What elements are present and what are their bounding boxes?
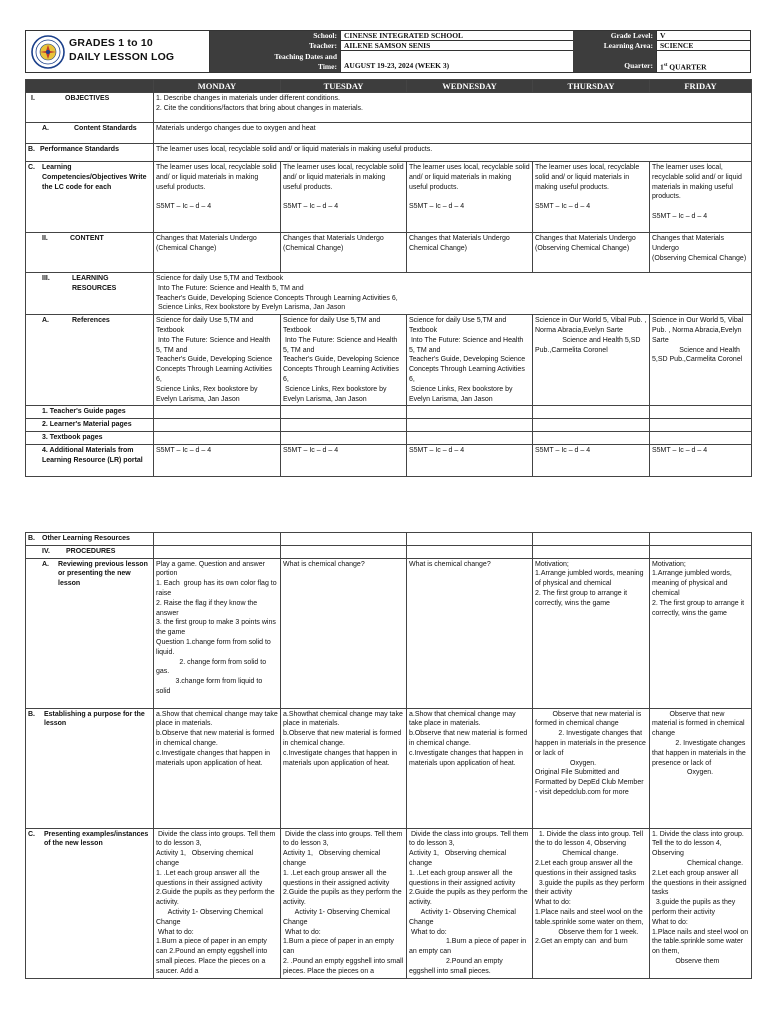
procedures-title: PROCEDURES [66, 547, 116, 555]
competency-monday: The learner uses local, recyclable solid and/ or liquid materials in making useful products. S5MT – Ic – d – 4 [154, 162, 281, 233]
learning-resources-text: Science for daily Use 5,TM and Textbook Into The Future: Science and Health 5, TM and Teacher's Guide, Developing Science Concepts Through Learning Activities 6, Science Links, Rex bookstore by Evelyn Larisma, Jan Jason [154, 273, 752, 315]
references-thursday: Science in Our World 5, Vibal Pub. , Norma Abracia,Evelyn Sarte Science and Health 5,SD Pub.,Carmelita Coronel [533, 315, 650, 406]
procedures-wednesday [407, 545, 533, 558]
day-thursday: THURSDAY [533, 80, 650, 93]
purpose-num: B. [28, 710, 35, 718]
learning-area-label: Learning Area: [573, 41, 656, 51]
header-title-line2: DAILY LESSON LOG [69, 51, 175, 63]
additional-materials-label: 4. Additional Materials from Learning Resource (LR) portal [26, 444, 154, 476]
learning-resources-row [26, 273, 752, 315]
reviewing-friday: Motivation; 1.Arrange jumbled words, meaning of physical and chemical 2. The first group to arrange it correctly, wins the game [650, 558, 752, 708]
procedures-num: IV. [42, 547, 50, 555]
additional-tuesday: S5MT – Ic – d – 4 [281, 444, 407, 476]
other-resources-row [26, 533, 752, 546]
additional-wednesday: S5MT – Ic – d – 4 [407, 444, 533, 476]
purpose-tuesday: a.Showthat chemical change may take place in materials. b.Observe that new material is formed in chemical change. c.Investigate changes that happen in materials upon application of heat. [281, 708, 407, 828]
purpose-thursday: Observe that new material is formed in chemical change 2. Investigate changes that happen in materials in the presence or lack of Oxygen. Original File Submitted and Formatted by DepEd Club Member - visit depedclub.com for more [533, 708, 650, 828]
references-tuesday: Science for daily Use 5,TM and Textbook Into The Future: Science and Health 5, TM and Teacher's Guide, Developing Science Concepts Through Learning Activities 6, Science Links, Rex bookstore by Evelyn Larisma, Jan Jason [281, 315, 407, 406]
teachers-guide-friday [650, 406, 752, 419]
dates-label [210, 51, 340, 72]
procedures-monday [154, 545, 281, 558]
other-resources-num: B. [28, 535, 35, 542]
objectives-title: OBJECTIVES [65, 95, 110, 102]
content-standards-row [26, 123, 752, 144]
objectives-label [26, 93, 154, 123]
presenting-num: C. [28, 830, 35, 838]
reviewing-thursday: Motivation; 1.Arrange jumbled words, meaning of physical and chemical 2. The first group to arrange it correctly, wins the game [533, 558, 650, 708]
reviewing-label-wrap [28, 560, 151, 589]
presenting-label [26, 828, 154, 978]
teachers-guide-wednesday [407, 406, 533, 419]
day-friday: FRIDAY [650, 80, 752, 93]
procedures-thursday [533, 545, 650, 558]
references-num: A. [42, 317, 49, 325]
lesson-log-table-top [25, 79, 752, 477]
competencies-label-wrap [28, 163, 151, 192]
procedures-friday [650, 545, 752, 558]
textbook-monday [154, 431, 281, 444]
grade-level-label: Grade Level: [573, 31, 656, 41]
school-value: CINENSE INTEGRATED SCHOOL [340, 31, 573, 41]
references-label [26, 315, 154, 406]
purpose-label [26, 708, 154, 828]
learners-material-thursday [533, 419, 650, 432]
learners-material-tuesday [281, 419, 407, 432]
other-resources-monday [154, 533, 281, 546]
content-thursday: Changes that Materials Undergo (Observing Chemical Change) [533, 233, 650, 273]
competency-friday: The learner uses local, recyclable solid and/ or liquid materials in making useful products. S5MT – Ic – d – 4 [650, 162, 752, 233]
other-resources-thursday [533, 533, 650, 546]
presenting-monday: Divide the class into groups. Tell them to do lesson 3, Activity 1, Observing chemical change 1. .Let each group answer all the questions in their assigned activity 2.Guide the pupils as they perform the activity. Activity 1- Observing Chemical Change What to do: 1.Burn a piece of paper in an empty can 2.Pound an empty eggshell into small pieces. Place the pieces on a saucer. Add a [154, 828, 281, 978]
reviewing-row [26, 558, 752, 708]
reviewing-monday: Play a game. Question and answer portion 1. Each group has its own color flag to raise 2. Raise the flag if they know the answer 3. the first group to make 3 points wins the game Question 1.change form from solid to liquid. 2. change form from solid to gas. 3.change form from liquid to solid [154, 558, 281, 708]
other-resources-tuesday [281, 533, 407, 546]
learners-material-friday [650, 419, 752, 432]
learners-material-monday [154, 419, 281, 432]
content-row [26, 233, 752, 273]
reviewing-title: Reviewing previous lesson or presenting the new lesson [58, 560, 148, 588]
presenting-label-wrap [28, 830, 151, 850]
teachers-guide-row [26, 406, 752, 419]
other-resources-wednesday [407, 533, 533, 546]
competency-thursday: The learner uses local, recyclable solid and/ or liquid materials in making useful products. S5MT – Ic – d – 4 [533, 162, 650, 233]
learning-area-value: SCIENCE [656, 41, 750, 51]
objectives-num: I. [31, 95, 35, 102]
teachers-guide-label: 1. Teacher's Guide pages [26, 406, 154, 419]
teachers-guide-thursday [533, 406, 650, 419]
grade-level-value: V [656, 31, 750, 41]
learning-resources-label-wrap [28, 274, 151, 294]
presenting-wednesday: Divide the class into groups. Tell them to do lesson 3, Activity 1, Observing chemical change 1. .Let each group answer all the questions in their assigned activity 2.Guide the pupils as they perform the activity. Activity 1- Observing Chemical Change What to do: 1.Burn a piece of paper in an empty can 2.Pound an empty eggshell into small pieces. [407, 828, 533, 978]
learning-resources-label [26, 273, 154, 315]
other-resources-title: Other Learning Resources [42, 535, 130, 542]
additional-friday: S5MT – Ic – d – 4 [650, 444, 752, 476]
content-friday: Changes that Materials Undergo (Observing Chemical Change) [650, 233, 752, 273]
header-title-block [26, 31, 210, 72]
learning-resources-title: LEARNING RESOURCES [72, 275, 117, 292]
purpose-friday: Observe that new material is formed in chemical change 2. Investigate changes that happen in materials in the presence or lack of Oxygen. [650, 708, 752, 828]
quarter-suffix: st [663, 63, 668, 68]
lesson-log-table-procedures [25, 532, 752, 979]
procedures-label [26, 545, 154, 558]
competencies-row [26, 162, 752, 233]
competencies-num: C. [28, 164, 35, 171]
header-title-line1: GRADES 1 to 10 [69, 37, 153, 49]
competencies-title: Learning Competencies/Objectives Write the LC code for each [42, 164, 147, 191]
school-label: School: [210, 31, 340, 41]
content-standards-num: A. [42, 125, 49, 132]
performance-standards-row [26, 144, 752, 162]
content-tuesday: Changes that Materials Undergo (Chemical Change) [281, 233, 407, 273]
day-wednesday: WEDNESDAY [407, 80, 533, 93]
quarter-label: Quarter: [573, 51, 656, 72]
teacher-value: AILENE SAMSON SENIS [340, 41, 573, 51]
performance-standards-label [26, 144, 154, 162]
day-header-blank [26, 80, 154, 93]
purpose-label-wrap [28, 710, 151, 730]
content-standards-text: Materials undergo changes due to oxygen and heat [154, 123, 752, 144]
learners-material-row [26, 419, 752, 432]
presenting-thursday: 1. Divide the class into group. Tell the to do lesson 4, Observing Chemical change. 2.Let each group answer all the questions in their assigned tasks 3.guide the pupils as they perform their activity What to do: 1.Place nails and steel wool on the table.sprinkle some water on them, Observe them for 1 week. 2.Get an empty can and burn [533, 828, 650, 978]
procedures-tuesday [281, 545, 407, 558]
purpose-title: Establishing a purpose for the lesson [44, 710, 145, 728]
textbook-wednesday [407, 431, 533, 444]
quarter-number: 1 [660, 62, 664, 72]
learning-resources-num: III. [42, 275, 50, 282]
content-label [26, 233, 154, 273]
content-wednesday: Changes that Materials Undergo Chemical Change) [407, 233, 533, 273]
reviewing-label [26, 558, 154, 708]
quarter-value [656, 51, 750, 72]
performance-standards-title: Performance Standards [40, 146, 119, 153]
reviewing-num: A. [42, 560, 49, 568]
competencies-label [26, 162, 154, 233]
dates-value: AUGUST 19-23, 2024 (WEEK 3) [340, 51, 573, 72]
content-num: II. [42, 235, 48, 242]
quarter-text: QUARTER [667, 62, 707, 72]
textbook-tuesday [281, 431, 407, 444]
references-wednesday: Science for daily Use 5,TM and Textbook Into The Future: Science and Health 5, TM and Teacher's Guide, Developing Science Concepts Through Learning Activities 6, Science Links, Rex bookstore by Evelyn Larisma, Jan Jason [407, 315, 533, 406]
references-title: References [72, 317, 110, 325]
content-title: CONTENT [70, 235, 104, 242]
dll-header [25, 30, 751, 73]
additional-materials-row [26, 444, 752, 476]
references-friday: Science in Our World 5, Vibal Pub. , Norma Abracia,Evelyn Sarte Science and Health 5,SD Pub.,Carmelita Coronel [650, 315, 752, 406]
references-monday: Science for daily Use 5,TM and Textbook Into The Future: Science and Health 5, TM and Teacher's Guide, Developing Science Concepts Through Learning Activities 6, Science Links, Rex bookstore by Evelyn Larisma, Jan Jason [154, 315, 281, 406]
dates-label-line1: Teaching Dates and [274, 52, 337, 61]
presenting-row [26, 828, 752, 978]
objectives-text: 1. Describe changes in materials under different conditions. 2. Cite the conditions/factors that bring about changes in materials. [154, 93, 752, 123]
procedures-row [26, 545, 752, 558]
other-resources-friday [650, 533, 752, 546]
presenting-title: Presenting examples/instances of the new lesson [44, 830, 149, 848]
competency-wednesday: The learner uses local, recyclable solid and/ or liquid materials in making useful products. S5MT – Ic – d – 4 [407, 162, 533, 233]
textbook-row [26, 431, 752, 444]
purpose-monday: a.Show that chemical change may take place in materials. b.Observe that new material is formed in chemical change. c.Investigate changes that happen in materials upon application of heat. [154, 708, 281, 828]
teachers-guide-tuesday [281, 406, 407, 419]
content-standards-label [26, 123, 154, 144]
deped-seal-icon [31, 35, 65, 69]
performance-standards-text: The learner uses local, recyclable solid and/ or liquid materials in making useful products. [154, 144, 752, 162]
presenting-tuesday: Divide the class into groups. Tell them to do lesson 3, Activity 1, Observing chemical change 1. .Let each group answer all the questions in their assigned activity 2.Guide the pupils as they perform the activity. Activity 1- Observing Chemical Change What to do: 1.Burn a piece of paper in an empty can 2. .Pound an empty eggshell into small pieces. Place the pieces on a [281, 828, 407, 978]
additional-thursday: S5MT – Ic – d – 4 [533, 444, 650, 476]
day-monday: MONDAY [154, 80, 281, 93]
learners-material-wednesday [407, 419, 533, 432]
performance-standards-num: B. [28, 146, 35, 153]
additional-monday: S5MT – Ic – d – 4 [154, 444, 281, 476]
textbook-label: 3. Textbook pages [26, 431, 154, 444]
day-tuesday: TUESDAY [281, 80, 407, 93]
competency-tuesday: The learner uses local, recyclable solid and/ or liquid materials in making useful products. S5MT – Ic – d – 4 [281, 162, 407, 233]
teachers-guide-monday [154, 406, 281, 419]
presenting-friday: 1. Divide the class into group. Tell the to do lesson 4, Observing Chemical change. 2.Let each group answer all the questions in their assigned tasks 3.guide the pupils as they perform their activity What to do: 1.Place nails and steel wool on the table.sprinkle some water on them, Observe them [650, 828, 752, 978]
other-resources-label [26, 533, 154, 546]
reviewing-wednesday: What is chemical change? [407, 558, 533, 708]
learners-material-label: 2. Learner's Material pages [26, 419, 154, 432]
textbook-thursday [533, 431, 650, 444]
reviewing-tuesday: What is chemical change? [281, 558, 407, 708]
teacher-label: Teacher: [210, 41, 340, 51]
purpose-row [26, 708, 752, 828]
purpose-wednesday: a.Show that chemical change may take place in materials. b.Observe that new material is formed in chemical change. c.Investigate changes that happen in materials upon application of heat. [407, 708, 533, 828]
dates-label-line2: Time: [317, 61, 337, 71]
textbook-friday [650, 431, 752, 444]
objectives-row [26, 93, 752, 123]
content-standards-title: Content Standards [74, 125, 137, 132]
day-header-row [26, 80, 752, 93]
content-monday: Changes that Materials Undergo (Chemical Change) [154, 233, 281, 273]
references-row [26, 315, 752, 406]
